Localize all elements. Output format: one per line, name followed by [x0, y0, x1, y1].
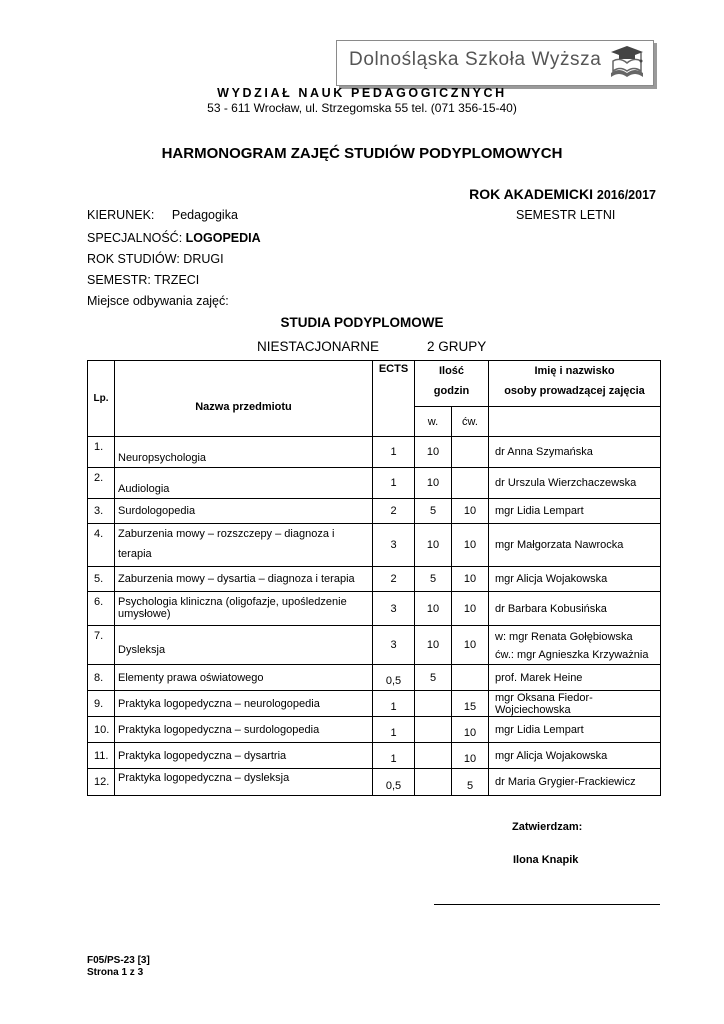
- row-subject: Neuropsychologia: [115, 437, 373, 468]
- specialization-label: SPECJALNOŚĆ:: [87, 231, 183, 245]
- table-row: [88, 626, 661, 665]
- row-exercise-hours: 10: [452, 524, 489, 567]
- header-ects: ECTS: [373, 361, 415, 437]
- row-exercise-hours: 10: [452, 626, 489, 665]
- row-ects: 1: [373, 437, 415, 468]
- header-teacher: [489, 361, 661, 407]
- row-exercise-hours: 10: [452, 743, 489, 769]
- row-ects: 2: [373, 499, 415, 524]
- row-lp: 12.: [88, 769, 115, 796]
- row-lp: 4.: [88, 524, 115, 567]
- row-teacher: mgr Lidia Lempart: [489, 717, 661, 743]
- faculty-address: 53 - 611 Wrocław, ul. Strzegomska 55 tel. (071 356-15-40): [207, 101, 517, 115]
- approver-name: Ilona Knapik: [513, 854, 579, 866]
- header-hours-line1: Ilość: [438, 365, 465, 377]
- header-lecture: w.: [415, 407, 452, 437]
- row-ects: 2: [373, 567, 415, 592]
- academic-year-label: ROK AKADEMICKI: [469, 186, 594, 202]
- row-subject-line2: terapia: [118, 548, 152, 560]
- table-row: [88, 592, 661, 626]
- row-exercise-hours: [452, 665, 489, 691]
- header-teacher-blank: [489, 407, 661, 437]
- row-subject: Praktyka logopedyczna – neurologopedia: [115, 691, 373, 717]
- row-lecture-hours: 10: [415, 468, 452, 499]
- row-exercise-hours: 15: [452, 691, 489, 717]
- row-lp: 7.: [88, 626, 115, 665]
- field-of-study: [87, 208, 238, 222]
- table-row: [88, 691, 661, 717]
- table-row: [88, 769, 661, 796]
- academic-year: [469, 186, 656, 202]
- table-header-row: [88, 361, 661, 407]
- row-teacher: dr Maria Grygier-Frackiewicz: [489, 769, 661, 796]
- header-teacher-line1: Imię i nazwisko: [534, 365, 615, 377]
- document-title: HARMONOGRAM ZAJĘĆ STUDIÓW PODYPLOMOWYCH: [161, 145, 563, 162]
- row-exercise-hours: 10: [452, 567, 489, 592]
- row-lecture-hours: [415, 769, 452, 796]
- row-lecture-hours: [415, 743, 452, 769]
- row-ects: 1: [373, 691, 415, 717]
- row-lecture-hours: 5: [415, 567, 452, 592]
- row-exercise-hours: 10: [452, 499, 489, 524]
- row-lp: 8.: [88, 665, 115, 691]
- row-lecture-hours: 10: [415, 626, 452, 665]
- study-mode: [257, 339, 486, 354]
- row-ects: 1: [373, 468, 415, 499]
- row-teacher: [489, 626, 661, 665]
- row-teacher: dr Barbara Kobusińska: [489, 592, 661, 626]
- signature-line: [434, 904, 660, 905]
- row-ects: 1: [373, 743, 415, 769]
- logo-text: Dolnośląska Szkoła Wyższa: [349, 49, 602, 70]
- graduation-cap-icon: [607, 43, 647, 81]
- specialization-value: LOGOPEDIA: [185, 231, 261, 245]
- row-ects: 1: [373, 717, 415, 743]
- row-lecture-hours: 10: [415, 437, 452, 468]
- study-mode-value: NIESTACJONARNE: [257, 339, 380, 354]
- row-teacher: dr Urszula Wierzchaczewska: [489, 468, 661, 499]
- row-teacher-line1: w: mgr Renata Gołębiowska: [495, 631, 633, 643]
- table-row: [88, 524, 661, 567]
- year-of-study: ROK STUDIÓW: DRUGI: [87, 252, 224, 266]
- row-ects: 3: [373, 524, 415, 567]
- row-lp: 11.: [88, 743, 115, 769]
- row-teacher: mgr Alicja Wojakowska: [489, 743, 661, 769]
- row-subject: Praktyka logopedyczna – dysleksja: [115, 769, 373, 796]
- row-ects: 0,5: [373, 665, 415, 691]
- table-row: [88, 468, 661, 499]
- table-row: [88, 437, 661, 468]
- specialization: [87, 231, 261, 245]
- header-teacher-line2: osoby prowadzącej zajęcia: [504, 385, 645, 397]
- row-teacher: dr Anna Szymańska: [489, 437, 661, 468]
- row-exercise-hours: 10: [452, 592, 489, 626]
- table-row: [88, 743, 661, 769]
- row-lp: 10.: [88, 717, 115, 743]
- row-lp: 9.: [88, 691, 115, 717]
- row-teacher: mgr Lidia Lempart: [489, 499, 661, 524]
- field-of-study-label: KIERUNEK:: [87, 208, 155, 222]
- row-exercise-hours: 5: [452, 769, 489, 796]
- row-teacher-line2: ćw.: mgr Agnieszka Krzyważnia: [495, 649, 649, 661]
- row-subject: Elementy prawa oświatowego: [115, 665, 373, 691]
- row-subject: Zaburzenia mowy – dysartia – diagnoza i terapia: [115, 567, 373, 592]
- row-lp: 2.: [88, 468, 115, 499]
- school-logo: [336, 40, 654, 86]
- row-lecture-hours: 5: [415, 665, 452, 691]
- row-subject: [115, 524, 373, 567]
- row-lecture-hours: [415, 717, 452, 743]
- row-subject: Praktyka logopedyczna – dysartria: [115, 743, 373, 769]
- field-of-study-value: Pedagogika: [171, 208, 238, 222]
- row-teacher: mgr Alicja Wojakowska: [489, 567, 661, 592]
- semester-number: SEMESTR: TRZECI: [87, 273, 200, 287]
- row-subject: [115, 592, 373, 626]
- row-teacher: mgr Oksana Fiedor-Wojciechowska: [489, 691, 661, 717]
- row-lp: 5.: [88, 567, 115, 592]
- header-exercise: ćw.: [452, 407, 489, 437]
- row-lp: 3.: [88, 499, 115, 524]
- header-lp: Lp.: [88, 361, 115, 437]
- row-lecture-hours: 10: [415, 592, 452, 626]
- table-row: [88, 717, 661, 743]
- header-hours-line2: godzin: [433, 385, 470, 397]
- row-lecture-hours: [415, 691, 452, 717]
- faculty-name: WYDZIAŁ NAUK PEDAGOGICZNYCH: [217, 86, 507, 100]
- row-exercise-hours: [452, 437, 489, 468]
- header-subject-name: Nazwa przedmiotu: [115, 361, 373, 437]
- approval-label: Zatwierdzam:: [512, 821, 583, 833]
- table-row: [88, 567, 661, 592]
- row-teacher: mgr Małgorzata Nawrocka: [489, 524, 661, 567]
- study-groups: 2 GRUPY: [427, 339, 487, 354]
- row-teacher: prof. Marek Heine: [489, 665, 661, 691]
- row-subject-line1: Psychologia kliniczna (oligofazje, upośledzenie: [118, 596, 347, 608]
- row-subject: Surdologopedia: [115, 499, 373, 524]
- header-hours: [415, 361, 489, 407]
- table-row: [88, 665, 661, 691]
- row-subject-line1: Zaburzenia mowy – rozszczepy – diagnoza i: [118, 528, 335, 540]
- page-number: Strona 1 z 3: [87, 967, 144, 978]
- form-code: F05/PS-23 [3]: [87, 955, 150, 966]
- row-subject: Dysleksja: [115, 626, 373, 665]
- study-type: STUDIA PODYPLOMOWE: [280, 315, 444, 330]
- semester-term: SEMESTR LETNI: [516, 208, 616, 222]
- row-lecture-hours: 10: [415, 524, 452, 567]
- row-ects: 3: [373, 592, 415, 626]
- schedule-table: [87, 360, 661, 796]
- row-lecture-hours: 5: [415, 499, 452, 524]
- row-exercise-hours: 10: [452, 717, 489, 743]
- row-ects: 3: [373, 626, 415, 665]
- academic-year-value: 2016/2017: [596, 188, 656, 202]
- venue-label: Miejsce odbywania zajęć:: [87, 294, 229, 308]
- row-lp: 6.: [88, 592, 115, 626]
- row-ects: 0,5: [373, 769, 415, 796]
- row-lp: 1.: [88, 437, 115, 468]
- row-exercise-hours: [452, 468, 489, 499]
- row-subject: Praktyka logopedyczna – surdologopedia: [115, 717, 373, 743]
- row-subject-line2: umysłowe): [118, 608, 171, 620]
- row-subject: Audiologia: [115, 468, 373, 499]
- table-row: [88, 499, 661, 524]
